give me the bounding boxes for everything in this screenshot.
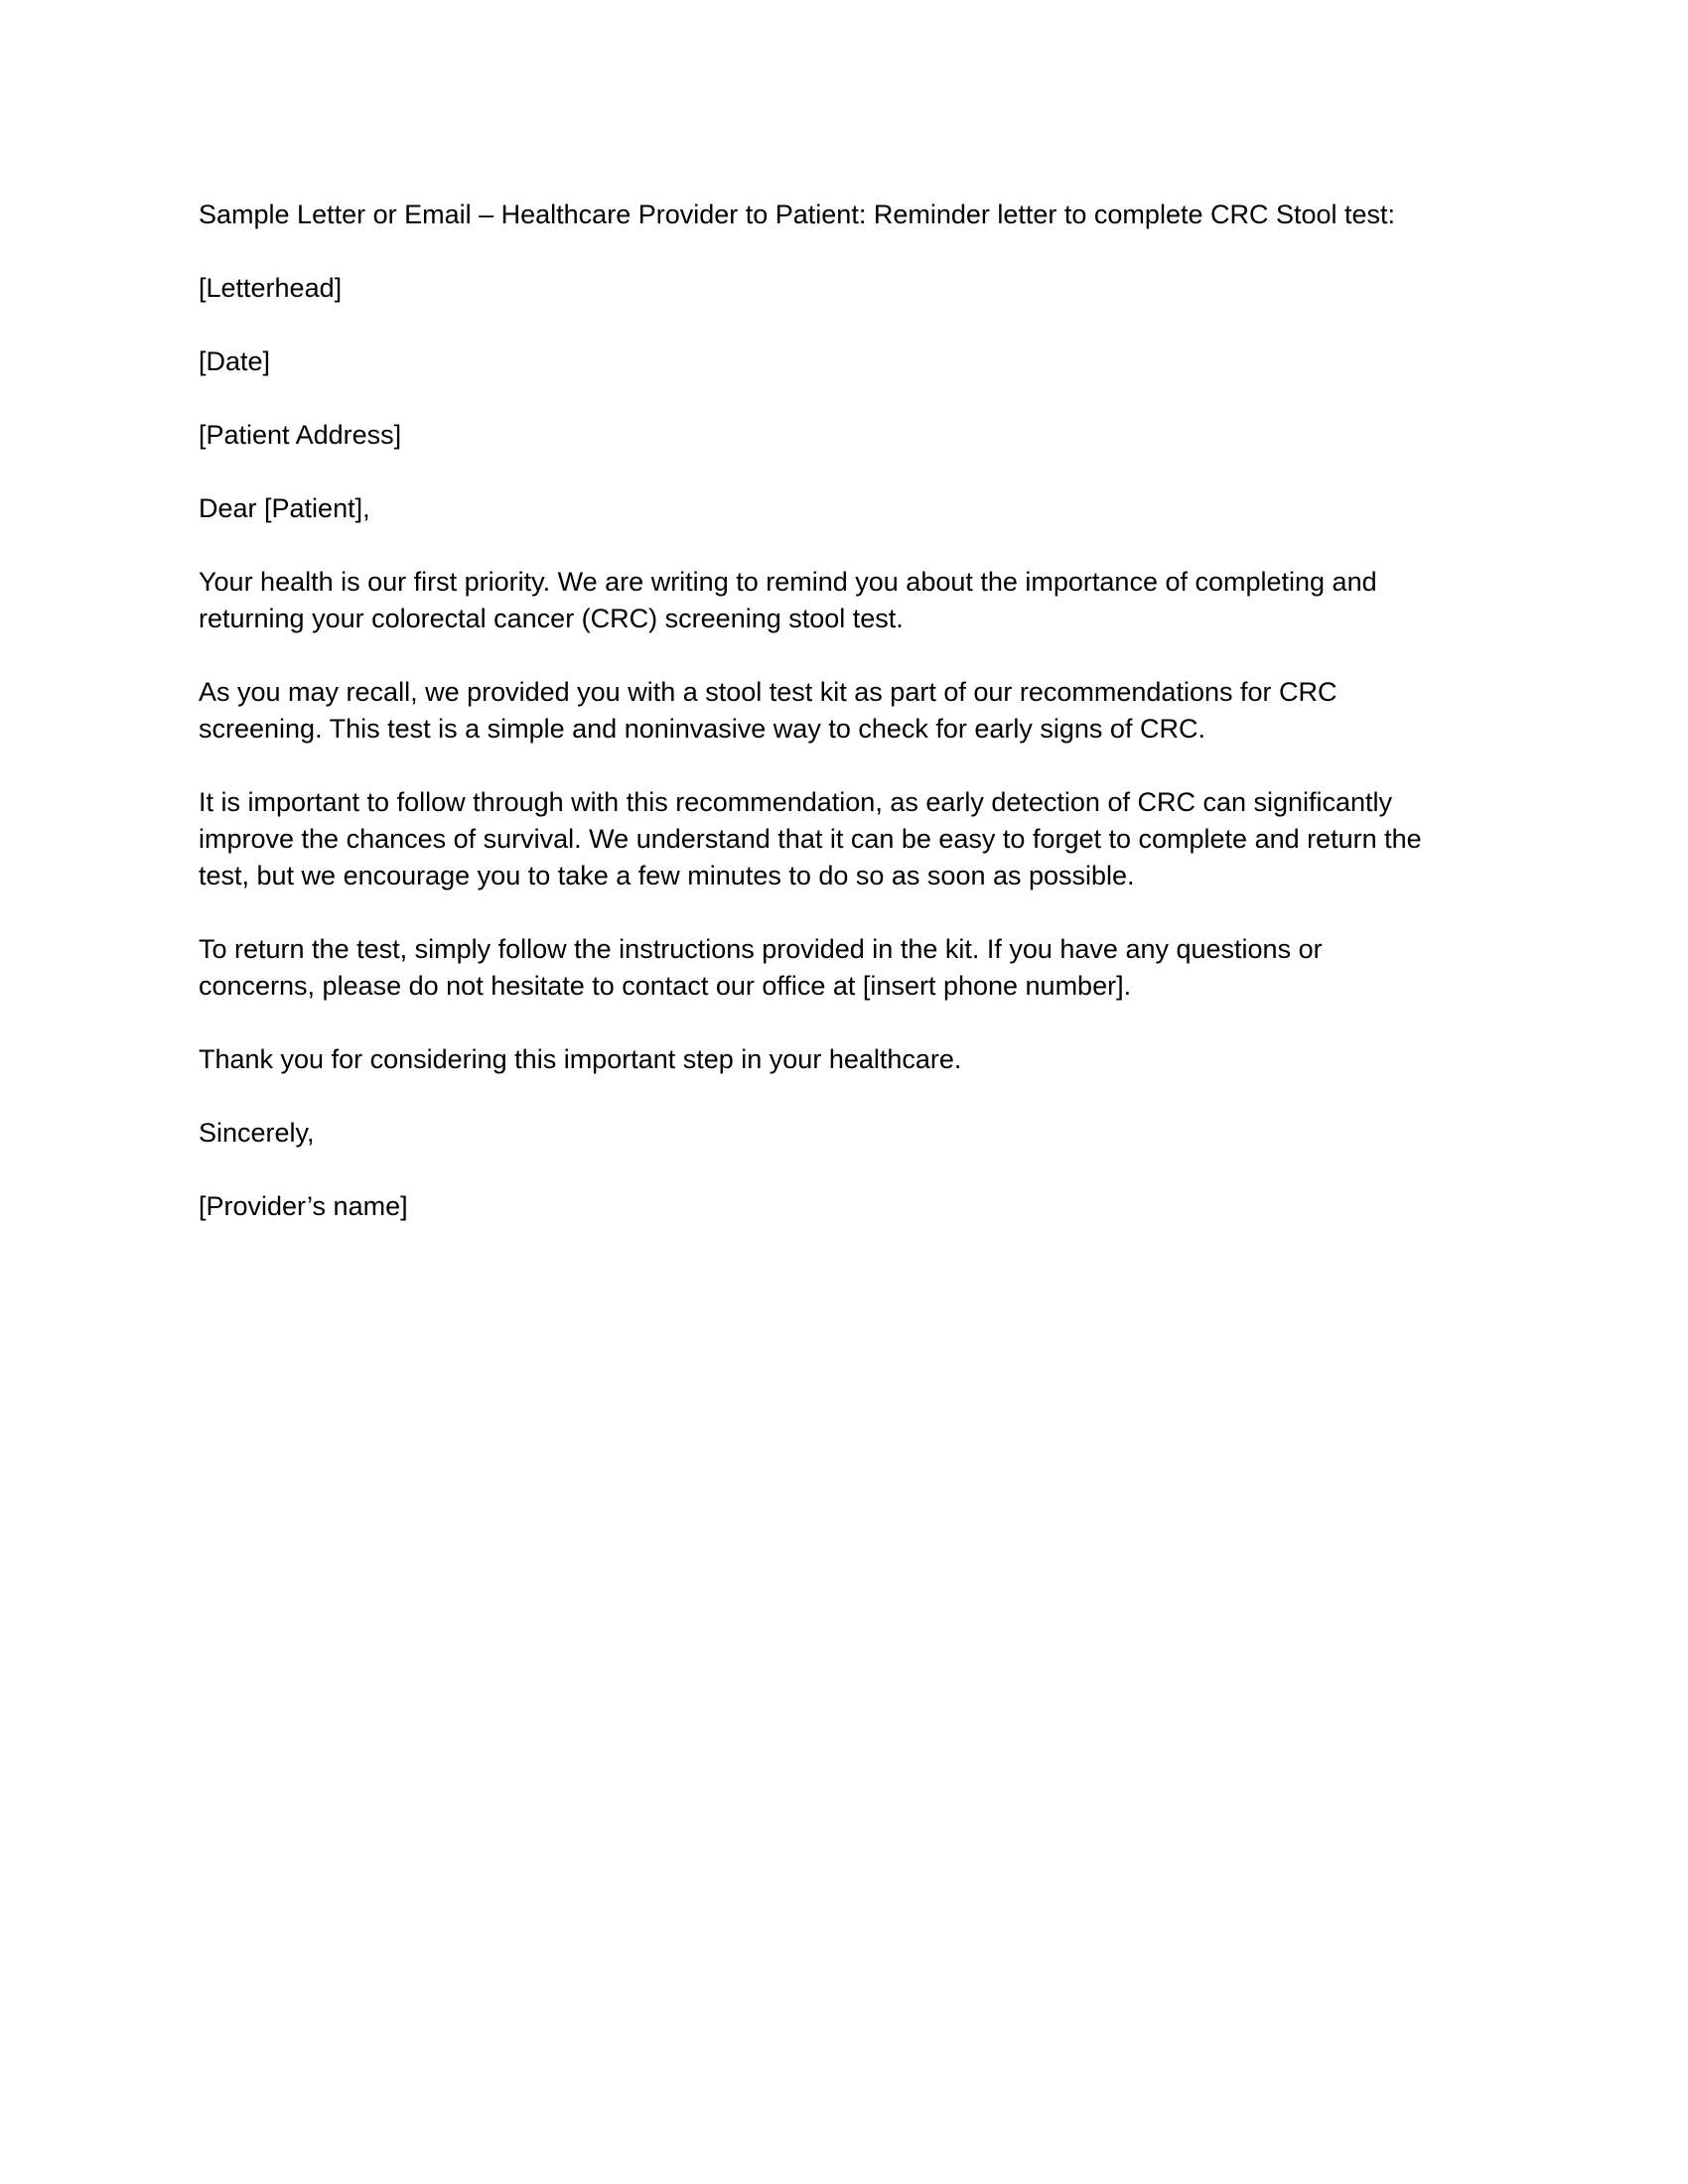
signature-placeholder: [Provider’s name] [199, 1191, 408, 1221]
paragraph-priority [199, 564, 1489, 637]
paragraph-line: To return the test, simply follow the instructions provided in the kit. If you have any questions or [199, 934, 1323, 964]
paragraph-line: As you may recall, we provided you with a stool test kit as part of our recommendations for CRC [199, 677, 1337, 707]
paragraph-line: test, but we encourage you to take a few minutes to do so as soon as possible. [199, 861, 1135, 890]
paragraph-line: screening. This test is a simple and noninvasive way to check for early signs of CRC. [199, 714, 1205, 744]
paragraph-line: improve the chances of survival. We understand that it can be easy to forget to complete and return the [199, 824, 1422, 854]
letter-body [199, 197, 1489, 1262]
salutation: Dear [Patient], [199, 493, 370, 523]
letter-heading: Sample Letter or Email – Healthcare Provider to Patient: Reminder letter to complete CRC Stool test: [199, 200, 1396, 229]
paragraph-recall [199, 674, 1489, 748]
date-placeholder: [Date] [199, 346, 271, 376]
paragraph-line: concerns, please do not hesitate to contact our office at [insert phone number]. [199, 971, 1132, 1001]
letterhead-placeholder: [Letterhead] [199, 273, 343, 303]
closing: Sincerely, [199, 1118, 315, 1148]
paragraph-return-instructions [199, 931, 1489, 1005]
paragraph-importance [199, 784, 1489, 894]
paragraph-line: returning your colorectal cancer (CRC) screening stool test. [199, 604, 904, 633]
patient-address-placeholder: [Patient Address] [199, 420, 402, 450]
paragraph-line: It is important to follow through with this recommendation, as early detection of CRC can significantly [199, 787, 1393, 817]
thank-you-line: Thank you for considering this important step in your healthcare. [199, 1044, 962, 1074]
paragraph-line: Your health is our first priority. We are writing to remind you about the importance of completing and [199, 567, 1377, 597]
